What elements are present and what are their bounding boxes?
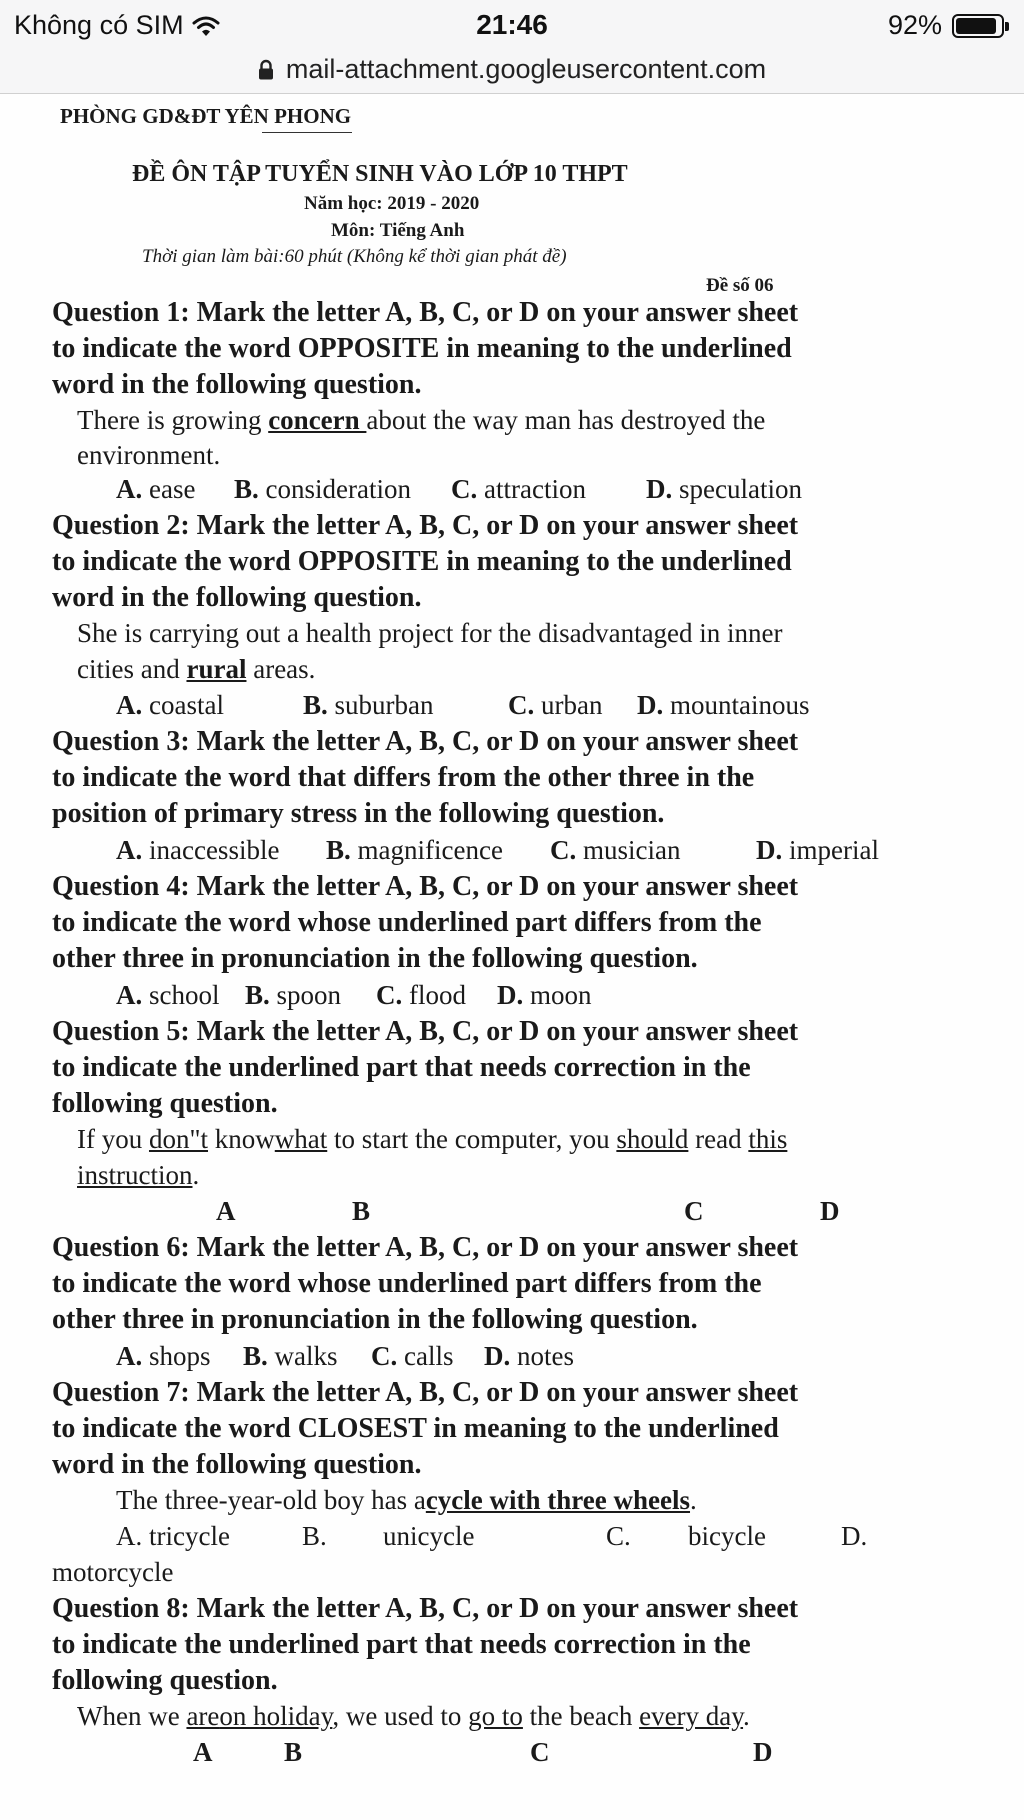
q7-line-1: Question 7: Mark the letter A, B, C, or D on your answer sheet [52,1377,799,1408]
q7-sentence [116,1487,697,1514]
q1-option-d[interactable] [646,476,802,503]
q3-option-a[interactable] [116,837,279,864]
q1-sentence [77,407,765,434]
q4-option-b[interactable] [245,982,341,1009]
q3-option-d[interactable] [756,837,879,864]
q2-line-2: to indicate the word OPPOSITE in meaning to the underlined [52,546,792,577]
q3-line-3: position of primary stress in the following question. [52,798,665,829]
q3-option-a-letter: A. [116,835,143,865]
q1-line-2: to indicate the word OPPOSITE in meaning to the underlined [52,333,792,364]
q2-underlined-word: rural [186,654,247,684]
q5-text-1: If you [77,1124,149,1154]
url-text[interactable]: mail-attachment.googleusercontent.com [285,54,767,84]
q4-option-b-text: spoon [269,980,342,1010]
q8-label-a: A [193,1737,213,1767]
q4-option-a[interactable] [116,982,220,1009]
q5-sentence-2 [77,1162,199,1189]
q6-line-2: to indicate the word whose underlined part differs from the [52,1268,762,1299]
q6-option-a[interactable] [116,1343,211,1370]
q7-period: . [690,1485,697,1515]
q1-line-3: word in the following question. [52,369,422,400]
q4-option-d-text: moon [523,980,592,1010]
q8-line-2: to indicate the underlined part that needs correction in the [52,1629,751,1660]
q5-line-3: following question. [52,1088,278,1119]
q5-label-d: D [820,1196,840,1226]
q3-option-c-text: musician [576,835,681,865]
q8-line-1: Question 8: Mark the letter A, B, C, or D on your answer sheet [52,1593,799,1624]
subject: Môn: Tiếng Anh [331,220,465,241]
q4-option-a-letter: A. [116,980,143,1010]
q6-option-d-letter: D. [484,1341,511,1371]
q3-option-b[interactable] [326,837,503,864]
q1-line-1: Question 1: Mark the letter A, B, C, or D on your answer sheet [52,297,799,328]
q5-underlined-b: what [274,1124,328,1154]
q8-label-c: C [530,1737,550,1767]
q6-option-b-letter: B. [243,1341,268,1371]
q1-option-c-text: attraction [477,474,586,504]
q1-option-a-letter: A. [116,474,143,504]
q2-sentence-2-end: areas. [246,654,316,684]
q2-option-b[interactable] [303,692,434,719]
q8-label-d: D [753,1737,773,1767]
q5-line-2: to indicate the underlined part that needs correction in the [52,1052,751,1083]
q6-option-d-text: notes [510,1341,574,1371]
q2-line-3: word in the following question. [52,582,422,613]
q3-option-b-text: magnificence [350,835,503,865]
q5-text-2: know [208,1124,275,1154]
q3-option-b-letter: B. [326,835,351,865]
q7-line-2: to indicate the word CLOSEST in meaning to the underlined [52,1413,779,1444]
q7-option-d-text[interactable]: motorcycle [52,1557,174,1587]
q6-option-a-letter: A. [116,1341,143,1371]
battery-group [888,10,1004,41]
q6-option-b-text: walks [267,1341,338,1371]
q7-sentence-start: The three-year-old boy has a [116,1485,426,1515]
q1-underlined-word: concern [268,405,367,435]
q8-underlined-d: every day [639,1701,744,1731]
q1-option-b-letter: B. [234,474,259,504]
q3-option-d-letter: D. [756,835,783,865]
q6-line-1: Question 6: Mark the letter A, B, C, or D on your answer sheet [52,1232,799,1263]
lock-icon [258,59,274,81]
q4-line-1: Question 4: Mark the letter A, B, C, or D on your answer sheet [52,871,799,902]
q3-line-1: Question 3: Mark the letter A, B, C, or D on your answer sheet [52,726,799,757]
q1-option-c-letter: C. [451,474,478,504]
q6-option-a-text: shops [142,1341,211,1371]
q5-sentence [77,1126,787,1153]
time-note: Thời gian làm bài:60 phút (Không kể thời gian phát đề) [142,246,567,267]
q2-option-c-letter: C. [508,690,535,720]
clock: 21:46 [476,9,548,40]
q6-option-b[interactable] [243,1343,338,1370]
q2-sentence-2-start: cities and [77,654,187,684]
q1-sentence-2: environment. [77,440,221,470]
q2-line-1: Question 2: Mark the letter A, B, C, or D on your answer sheet [52,510,799,541]
q8-text-3: the beach [522,1701,640,1731]
q5-underlined-this: this [748,1124,788,1154]
q1-option-b-text: consideration [258,474,411,504]
q6-line-3: other three in pronunciation in the following question. [52,1304,698,1335]
q8-period: . [743,1701,750,1731]
q5-line-1: Question 5: Mark the letter A, B, C, or D on your answer sheet [52,1016,799,1047]
q2-option-a-letter: A. [116,690,143,720]
q2-option-a[interactable] [116,692,224,719]
battery-fill [956,18,996,34]
q4-line-2: to indicate the word whose underlined part differs from the [52,907,762,938]
q8-underlined-c: go to [468,1701,523,1731]
q8-line-3: following question. [52,1665,278,1696]
office-underline [262,132,352,133]
q5-period: . [192,1160,200,1190]
q1-option-c[interactable] [451,476,586,503]
q8-underlined-b: on holiday [219,1701,333,1731]
q5-underlined-c: should [616,1124,689,1154]
q2-option-d-text: mountainous [663,690,810,720]
q2-option-c[interactable] [508,692,602,719]
exam-number: Đề số 06 [706,275,774,296]
q2-option-b-letter: B. [303,690,328,720]
q7-option-b-letter[interactable]: B. [302,1521,327,1551]
q4-option-c[interactable] [376,982,466,1009]
battery-icon [952,14,1004,38]
q8-sentence [77,1703,750,1730]
q1-option-a[interactable] [116,476,195,503]
battery-percent: 92% [887,10,942,40]
q5-text-4: read [688,1124,749,1154]
carrier-label: Không có SIM [14,10,184,40]
q2-option-a-text: coastal [142,690,224,720]
q2-option-d[interactable] [637,692,810,719]
q7-option-c-text[interactable]: bicycle [688,1521,766,1551]
q4-option-a-text: school [142,980,220,1010]
q8-text-2: , we used to [332,1701,469,1731]
exam-title: ĐỀ ÔN TẬP TUYỂN SINH VÀO LỚP 10 THPT [132,161,628,187]
q8-underlined-a: are [186,1701,220,1731]
q7-option-d-letter[interactable]: D. [841,1521,868,1551]
q6-option-c-letter: C. [371,1341,398,1371]
q5-text-3: to start the computer, you [327,1124,617,1154]
q7-underlined-phrase: cycle with three wheels [425,1485,691,1515]
q4-option-b-letter: B. [245,980,270,1010]
q4-option-d-letter: D. [497,980,524,1010]
document-page [0,94,1024,1820]
q6-option-c[interactable] [371,1343,453,1370]
q5-label-c: C [684,1196,704,1226]
q1-option-b[interactable] [234,476,411,503]
office-name: PHÒNG GD&ĐT YÊN PHONG [60,104,352,128]
q3-option-d-text: imperial [782,835,879,865]
q1-option-a-text: ease [142,474,196,504]
q1-option-d-letter: D. [646,474,673,504]
q4-option-c-text: flood [402,980,466,1010]
q5-label-a: A [216,1196,236,1226]
q3-line-2: to indicate the word that differs from the other three in the [52,762,755,793]
q8-label-b: B [284,1737,303,1767]
q2-option-c-text: urban [534,690,603,720]
q7-line-3: word in the following question. [52,1449,422,1480]
q4-option-d[interactable] [497,982,592,1009]
q8-text-1: When we [77,1701,187,1731]
q4-option-c-letter: C. [376,980,403,1010]
address-bar[interactable] [0,46,1024,94]
q2-option-d-letter: D. [637,690,664,720]
q1-option-d-text: speculation [672,474,802,504]
q5-underlined-d: instruction [77,1160,193,1190]
q7-option-b-text[interactable]: unicycle [383,1521,475,1551]
q7-option-a[interactable]: A. tricycle [116,1521,230,1551]
q6-option-d[interactable] [484,1343,574,1370]
q4-line-3: other three in pronunciation in the following question. [52,943,698,974]
school-year: Năm học: 2019 - 2020 [304,193,480,214]
q7-option-c-letter[interactable]: C. [606,1521,631,1551]
q5-label-b: B [352,1196,371,1226]
q3-option-a-text: inaccessible [142,835,280,865]
q2-option-b-text: suburban [327,690,434,720]
q1-sentence-end: about the way man has destroyed the [366,405,766,435]
q3-option-c-letter: C. [550,835,577,865]
q1-sentence-start: There is growing [77,405,269,435]
q2-sentence: She is carrying out a health project for the disadvantaged in inner [77,618,783,648]
q3-option-c[interactable] [550,837,680,864]
q2-sentence-2 [77,656,315,683]
q5-underlined-a: don"t [148,1124,209,1154]
q6-option-c-text: calls [397,1341,454,1371]
